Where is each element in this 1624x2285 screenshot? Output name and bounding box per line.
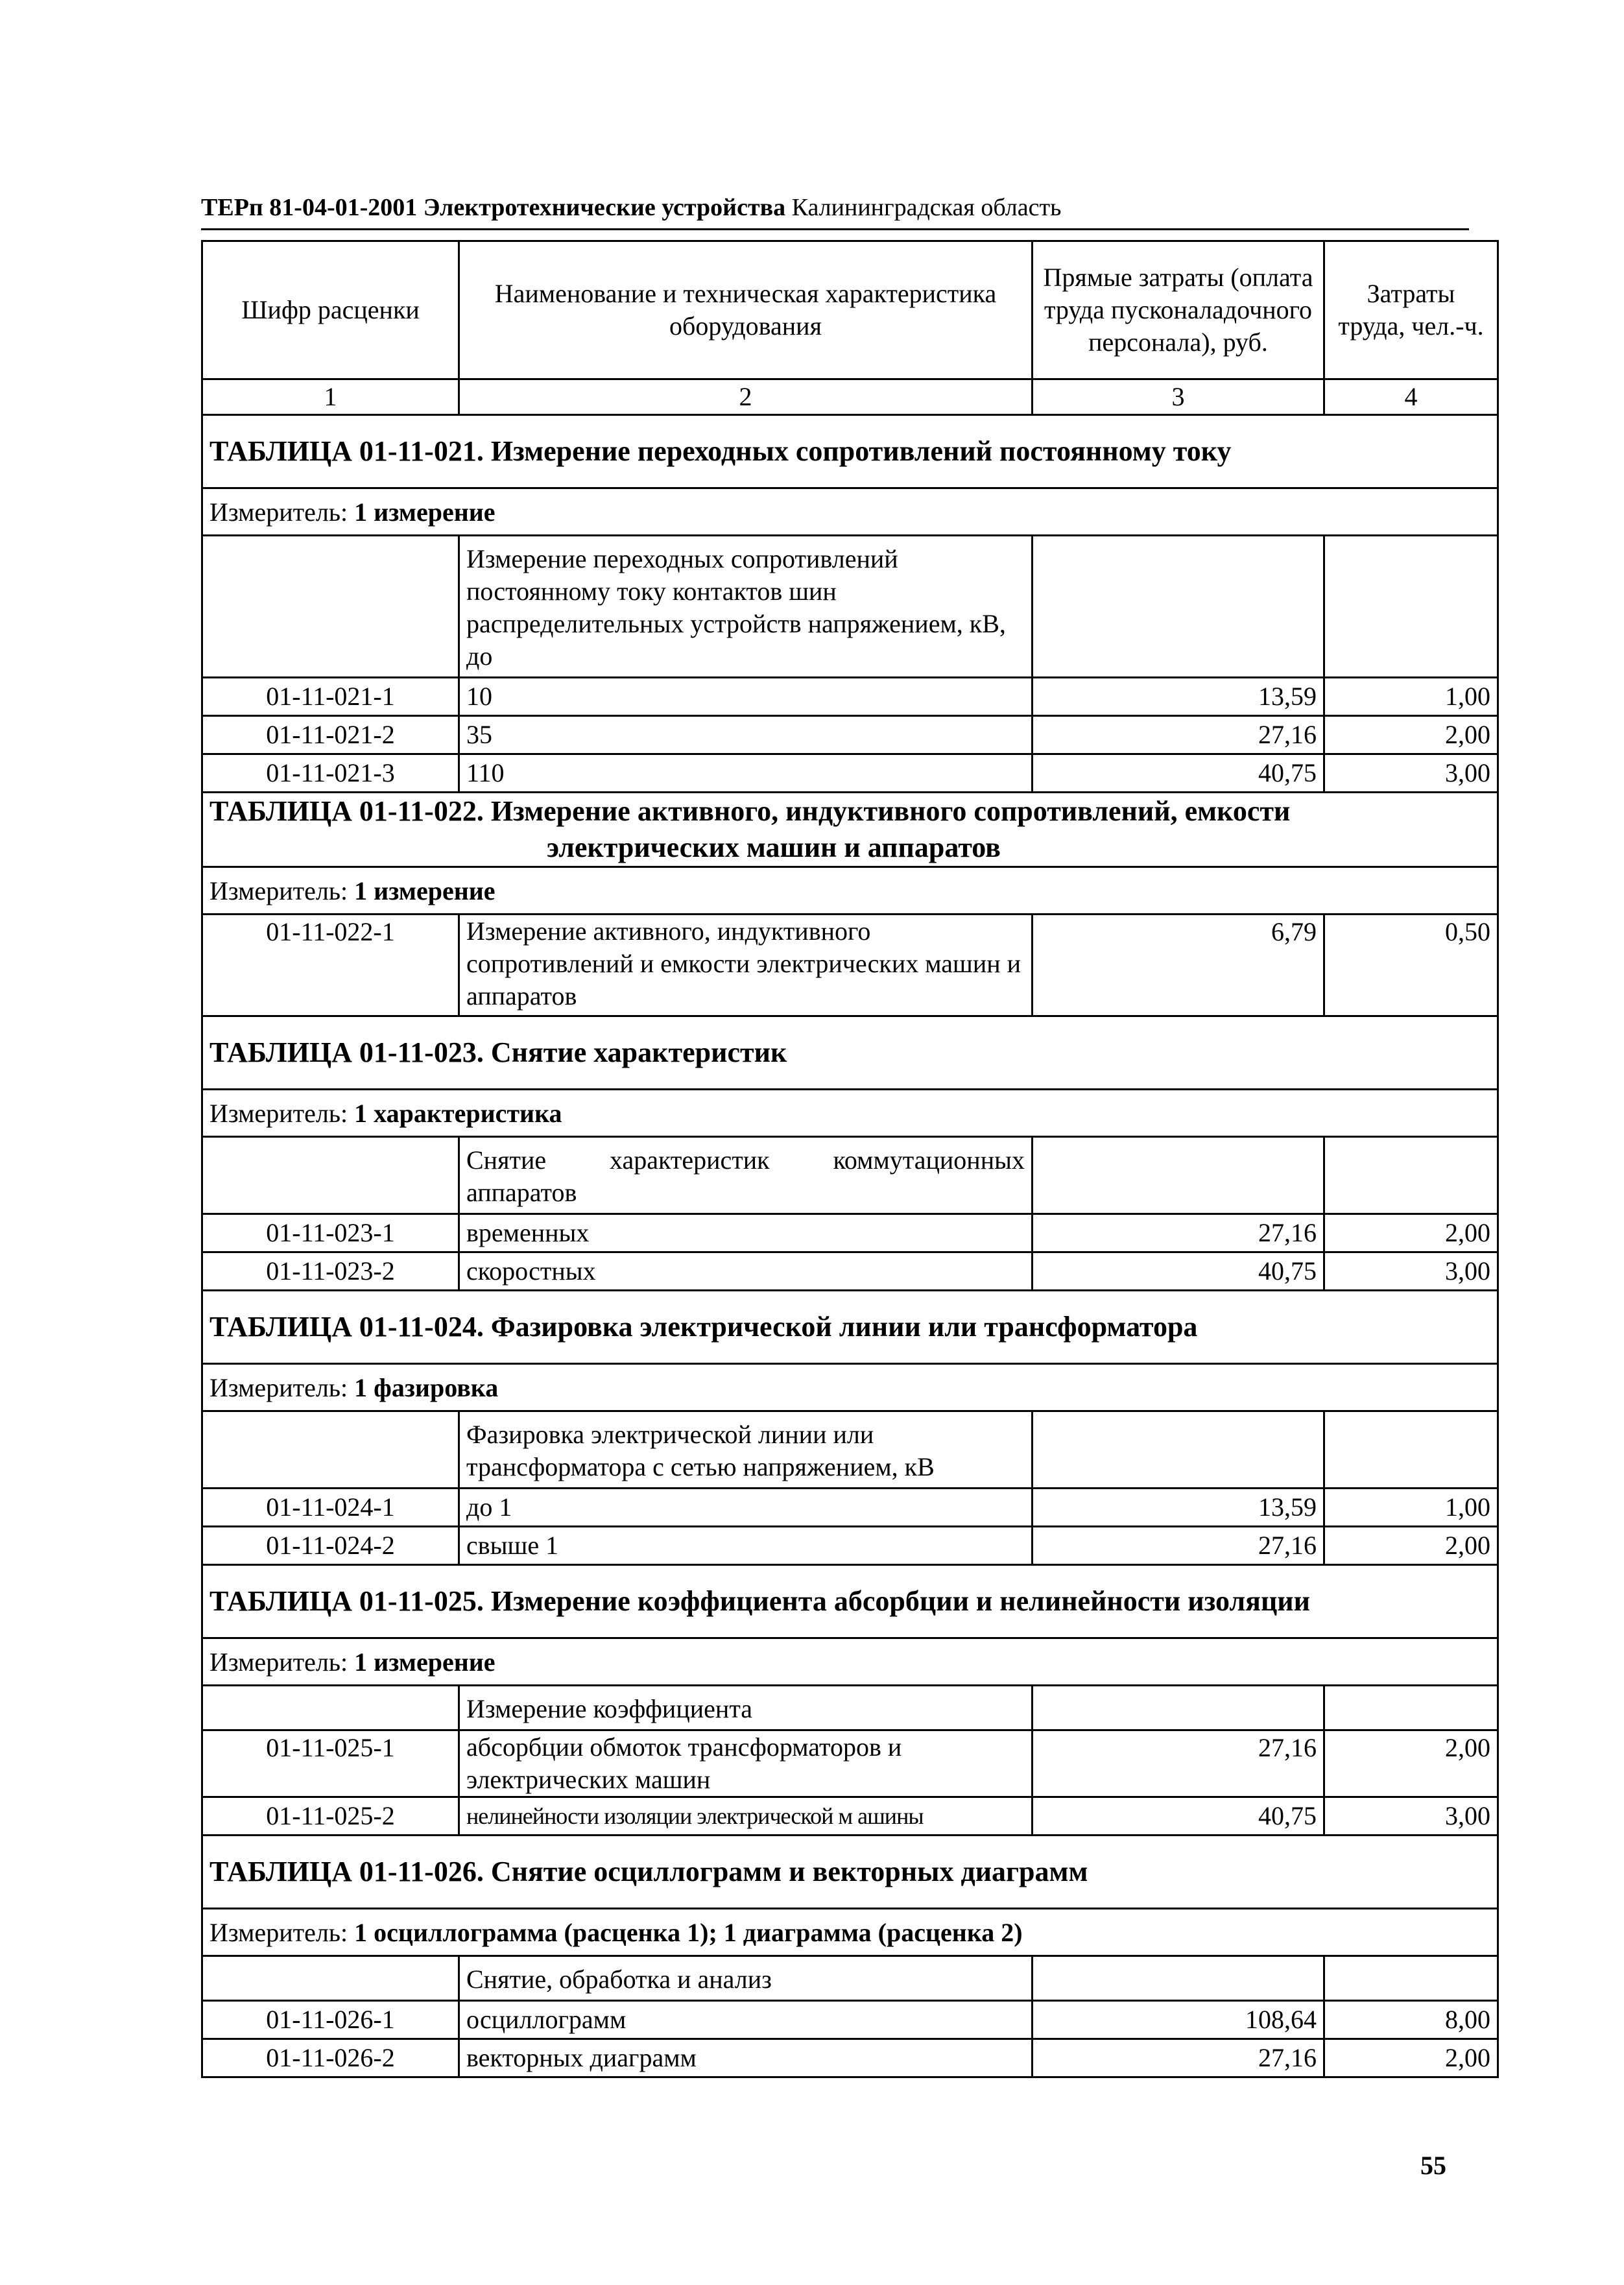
rate-name: абсорбции обмоток трансформаторов и электрических машин <box>459 1730 1033 1797</box>
rate-labor: 0,50 <box>1324 915 1498 1016</box>
rate-code: 01-11-025-2 <box>202 1797 459 1836</box>
section-title-line2: электрических машин и аппаратов <box>547 831 1001 863</box>
header-rule <box>201 228 1469 230</box>
blank-cell <box>202 1137 459 1214</box>
section-title: ТАБЛИЦА 01-11-026. Снятие осциллограмм и векторных диаграмм <box>202 1836 1498 1909</box>
rate-labor: 2,00 <box>1324 1527 1498 1565</box>
section-title-row <box>202 415 1498 488</box>
rate-code: 01-11-025-1 <box>202 1730 459 1797</box>
rate-cost: 40,75 <box>1033 1252 1324 1291</box>
col-num-4: 4 <box>1324 379 1498 415</box>
description-row <box>202 1686 1498 1730</box>
table-row <box>202 1214 1498 1252</box>
meter-label: Измеритель: <box>209 1647 355 1677</box>
rate-labor: 2,00 <box>1324 1730 1498 1797</box>
section-title <box>202 793 1498 867</box>
rate-name: до 1 <box>459 1489 1033 1527</box>
rate-code: 01-11-021-3 <box>202 754 459 793</box>
rate-cost: 108,64 <box>1033 2001 1324 2039</box>
rate-cost: 27,16 <box>1033 716 1324 754</box>
rate-code: 01-11-023-2 <box>202 1252 459 1291</box>
rate-labor: 3,00 <box>1324 1252 1498 1291</box>
table-row <box>202 754 1498 793</box>
rate-labor: 1,00 <box>1324 678 1498 716</box>
table-row <box>202 678 1498 716</box>
section-title-row <box>202 793 1498 867</box>
section-title: ТАБЛИЦА 01-11-024. Фазировка электрической линии или трансформатора <box>202 1291 1498 1364</box>
table-header-row <box>202 241 1498 379</box>
rate-cost: 40,75 <box>1033 1797 1324 1836</box>
meter-label: Измеритель: <box>209 1917 355 1947</box>
rates-table <box>201 240 1499 2078</box>
running-header <box>201 193 1466 222</box>
header-code: ТЕРп 81-04-01-2001 <box>201 194 418 221</box>
rate-name: Измерение активного, индуктивного сопротивлений и емкости электрических машин и аппаратов <box>459 915 1033 1016</box>
table-row <box>202 1489 1498 1527</box>
description-text: Измерение переходных сопротивлений постоянному току контактов шин распределительных устройств напряжением, кВ, до <box>459 536 1033 678</box>
meter-row <box>202 1909 1498 1956</box>
rate-labor: 2,00 <box>1324 2039 1498 2077</box>
meter-label: Измеритель: <box>209 1372 355 1402</box>
section-title-row <box>202 1291 1498 1364</box>
rate-name: нелинейности изоляции электрической м ашины <box>459 1797 1033 1836</box>
meter-label: Измеритель: <box>209 876 355 905</box>
rate-name: свыше 1 <box>459 1527 1033 1565</box>
rate-code: 01-11-024-1 <box>202 1489 459 1527</box>
rate-cost: 27,16 <box>1033 2039 1324 2077</box>
rate-cost: 27,16 <box>1033 1527 1324 1565</box>
rate-code: 01-11-023-1 <box>202 1214 459 1252</box>
rate-labor: 8,00 <box>1324 2001 1498 2039</box>
blank-cell <box>202 1956 459 2001</box>
rate-name: временных <box>459 1214 1033 1252</box>
rate-labor: 2,00 <box>1324 1214 1498 1252</box>
rate-code: 01-11-021-1 <box>202 678 459 716</box>
meter-row <box>202 1090 1498 1137</box>
col-labor-header: Затраты труда, чел.-ч. <box>1324 241 1498 379</box>
section-title-line1: ТАБЛИЦА 01-11-022. Измерение активного, индуктивного сопротивлений, емкости <box>209 795 1291 827</box>
meter-label: Измеритель: <box>209 497 355 527</box>
rate-cost: 13,59 <box>1033 678 1324 716</box>
rate-cost: 27,16 <box>1033 1214 1324 1252</box>
page-number: 55 <box>1420 2151 1446 2180</box>
section-title: ТАБЛИЦА 01-11-021. Измерение переходных сопротивлений постоянному току <box>202 415 1498 488</box>
meter-cell <box>202 1638 1498 1686</box>
header-title: Электротехнические устройства <box>423 194 786 221</box>
col-code-header: Шифр расценки <box>202 241 459 379</box>
meter-cell <box>202 1364 1498 1411</box>
rate-labor: 2,00 <box>1324 716 1498 754</box>
rate-cost: 13,59 <box>1033 1489 1324 1527</box>
description-text: Снятие, обработка и анализ <box>459 1956 1033 2001</box>
rate-cost: 6,79 <box>1033 915 1324 1016</box>
blank-cell <box>1324 1956 1498 2001</box>
meter-value: 1 фазировка <box>354 1372 499 1402</box>
rate-name: осциллограмм <box>459 2001 1033 2039</box>
rate-code: 01-11-022-1 <box>202 915 459 1016</box>
section-title-row <box>202 1016 1498 1090</box>
meter-row <box>202 1364 1498 1411</box>
col-name-header: Наименование и техническая характеристика оборудования <box>459 241 1033 379</box>
meter-value: 1 характеристика <box>354 1098 562 1128</box>
rate-labor: 3,00 <box>1324 1797 1498 1836</box>
meter-label: Измеритель: <box>209 1098 355 1128</box>
meter-cell <box>202 1909 1498 1956</box>
blank-cell <box>1033 1956 1324 2001</box>
column-number-row <box>202 379 1498 415</box>
blank-cell <box>1033 536 1324 678</box>
blank-cell <box>1324 1686 1498 1730</box>
rate-code: 01-11-021-2 <box>202 716 459 754</box>
meter-value: 1 измерение <box>354 876 496 905</box>
blank-cell <box>1324 536 1498 678</box>
meter-row <box>202 867 1498 915</box>
rate-cost: 40,75 <box>1033 754 1324 793</box>
section-title: ТАБЛИЦА 01-11-025. Измерение коэффициента абсорбции и нелинейности изоляции <box>202 1565 1498 1638</box>
rate-name: скоростных <box>459 1252 1033 1291</box>
description-row <box>202 1411 1498 1489</box>
meter-cell <box>202 1090 1498 1137</box>
meter-value: 1 измерение <box>354 1647 496 1677</box>
blank-cell <box>202 1686 459 1730</box>
meter-value: 1 измерение <box>354 497 496 527</box>
col-num-1: 1 <box>202 379 459 415</box>
section-title-row <box>202 1836 1498 1909</box>
rate-code: 01-11-026-1 <box>202 2001 459 2039</box>
blank-cell <box>1033 1411 1324 1489</box>
description-row <box>202 536 1498 678</box>
col-num-2: 2 <box>459 379 1033 415</box>
description-text: Измерение коэффициента <box>459 1686 1033 1730</box>
table-row <box>202 1730 1498 1797</box>
section-title-row <box>202 1565 1498 1638</box>
description-text: Снятие характеристик коммутационных аппаратов <box>459 1137 1033 1214</box>
meter-row <box>202 1638 1498 1686</box>
blank-cell <box>1033 1686 1324 1730</box>
rate-name: 110 <box>459 754 1033 793</box>
table-row <box>202 2039 1498 2077</box>
rate-name: векторных диаграмм <box>459 2039 1033 2077</box>
col-num-3: 3 <box>1033 379 1324 415</box>
blank-cell <box>1324 1411 1498 1489</box>
rate-name: 10 <box>459 678 1033 716</box>
rate-code: 01-11-024-2 <box>202 1527 459 1565</box>
description-row <box>202 1137 1498 1214</box>
rate-name: 35 <box>459 716 1033 754</box>
rate-labor: 3,00 <box>1324 754 1498 793</box>
rate-code: 01-11-026-2 <box>202 2039 459 2077</box>
description-text: Фазировка электрической линии или трансформатора с сетью напряжением, кВ <box>459 1411 1033 1489</box>
table-row <box>202 1252 1498 1291</box>
meter-cell <box>202 488 1498 536</box>
table-row <box>202 716 1498 754</box>
rate-cost: 27,16 <box>1033 1730 1324 1797</box>
table-row <box>202 2001 1498 2039</box>
table-row <box>202 915 1498 1016</box>
table-row <box>202 1527 1498 1565</box>
blank-cell <box>202 536 459 678</box>
header-region: Калининградская область <box>791 194 1062 221</box>
col-cost-header: Прямые затраты (оплата труда пусконаладочного персонала), руб. <box>1033 241 1324 379</box>
blank-cell <box>1324 1137 1498 1214</box>
section-title: ТАБЛИЦА 01-11-023. Снятие характеристик <box>202 1016 1498 1090</box>
description-row <box>202 1956 1498 2001</box>
table-row <box>202 1797 1498 1836</box>
rate-labor: 1,00 <box>1324 1489 1498 1527</box>
meter-cell <box>202 867 1498 915</box>
meter-value: 1 осциллограмма (расценка 1); 1 диаграмма (расценка 2) <box>354 1917 1023 1947</box>
blank-cell <box>1033 1137 1324 1214</box>
blank-cell <box>202 1411 459 1489</box>
meter-row <box>202 488 1498 536</box>
